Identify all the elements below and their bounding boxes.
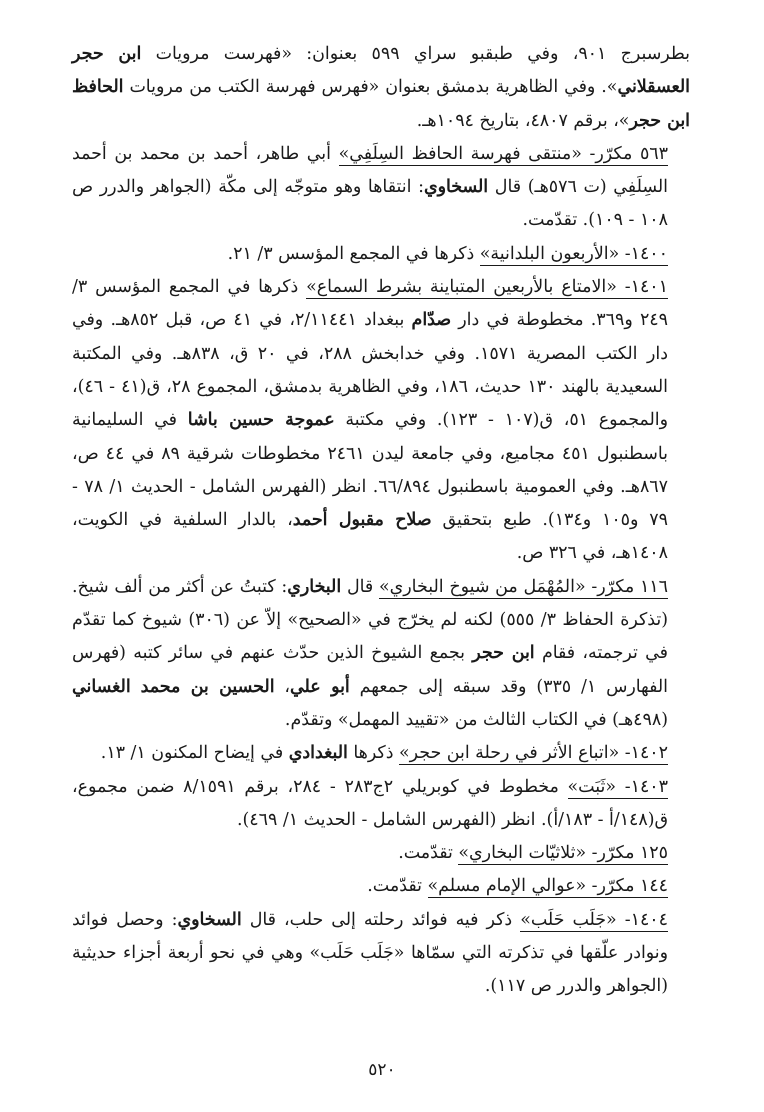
- entry-144: ١٤٤ مكرّر- «عوالي الإمام مسلم» تقدّمت.: [367, 876, 668, 897]
- paragraph-continuation: بطرسبرج ٩٠١، وفي طبقبو سراي ٥٩٩ بعنوان: «فهرست مرويات ابن حجر العسقلاني». وفي الظاهرية بدمشق بعنوان «فهرس فهرسة الكتب من مرويات الحافظ ابن حجر»، برقم ٤٨٠٧، بتاريخ ١٠٩٤هـ.: [72, 44, 691, 131]
- page-body: [72, 38, 690, 1004]
- entry-1401: ١٤٠١- «الامتاع بالأربعين المتباينة بشرط السماع» ذكرها في المجمع المؤسس ٣/ ٢٤٩ و٣٦٩. مخطوطة في دار صدّام ببغداد ٢/١١٤٤١، في ٤١ ص، قبل ٨٥٢هـ. وفي دار الكتب المصرية ١٥٧١. وفي خدابخش ٢٨٨، في ٢٠ ق، ٨٣٨هـ. وفي المكتبة السعيدية بالهند ١٣٠ حديث، ١٨٦، وفي الظاهرية بدمشق، المجموع ٢٨، ق(٤١ - ٤٦)، والمجموع ٥١، ق(١٠٧ - ١٢٣). وفي مكتبة عموجة حسين باشا في السليمانية باسطنبول ٤٥١ مجاميع، وفي جامعة ليدن ٢٤٦١ مخطوطات شرقية ٨٩ في ٤٤ ص، ٨٦٧هـ. وفي العمومية باسطنبول ٦٦/٨٩٤. انظر (الفهرس الشامل - الحديث ١/ ٧٨ - ٧٩ و١٠٥ و١٣٤). طبع بتحقيق صلاح مقبول أحمد، بالدار السلفية في الكويت، ١٤٠٨هـ، في ٣٢٦ ص.: [72, 277, 669, 564]
- entry-1404: ١٤٠٤- «جَلَب حَلَب» ذكر فيه فوائد رحلته إلى حلب، قال السخاوي: وحصل فوائد ونوادر علّقها في تذكرته التي سمّاها «جَلَب حَلَب» وهي في نحو أربعة أجزاء حديثية (الجواهر والدرر ص ١١٧).: [72, 909, 668, 997]
- entry-1400: ١٤٠٠- «الأربعون البلدانية» ذكرها في المجمع المؤسس ٣/ ٢١.: [227, 243, 668, 264]
- page-number: ٥٢٠: [368, 1060, 396, 1080]
- entry-1402: ١٤٠٢- «اتباع الأثر في رحلة ابن حجر» ذكرها البغدادي في إيضاح المكنون ١/ ١٣.: [100, 743, 668, 764]
- entry-125: ١٢٥ مكرّر- «ثلاثيّات البخاري» تقدّمت.: [398, 843, 668, 864]
- entry-116: ١١٦ مكرّر- «المُهْمَل من شيوخ البخاري» قال البخاري: كتبتُ عن أكثر من ألف شيخ. (تذكرة الحفاظ ٣/ ٥٥٥) لكنه لم يخرّج في «الصحيح» إلاّ عن (٣٠٦) شيوخ كما تقدّم في ترجمته، فقام ابن حجر بجمع الشيوخ الذين حدّث عنهم في سائر كتبه (فهرس الفهارس ١/ ٣٣٥) وقد سبقه إلى جمعهم أبو علي، الحسين بن محمد الغساني (٤٩٨هـ) في الكتاب الثالث من «تقييد المهمل» وتقدّم.: [72, 576, 668, 730]
- entry-563: ٥٦٣ مكرّر- «منتقى فهرسة الحافظ السِلَفِي» أبي طاهر، أحمد بن محمد بن أحمد السِلَفِي (ت ٥٧٦هـ) قال السخاوي: انتقاها وهو متوجّه إلى مكّة (الجواهر والدرر ص ١٠٨ - ١٠٩). تقدّمت.: [72, 143, 669, 231]
- entry-1403: ١٤٠٣- «ثَبَت» مخطوط في كوبريلي ٢ج٢٨٣ - ٢٨٤، برقم ٨/١٥٩١ ضمن مجموع، ق(١٤٨/أ - ١٨٣/أ). انظر (الفهرس الشامل - الحديث ١/ ٤٦٩).: [72, 776, 668, 830]
